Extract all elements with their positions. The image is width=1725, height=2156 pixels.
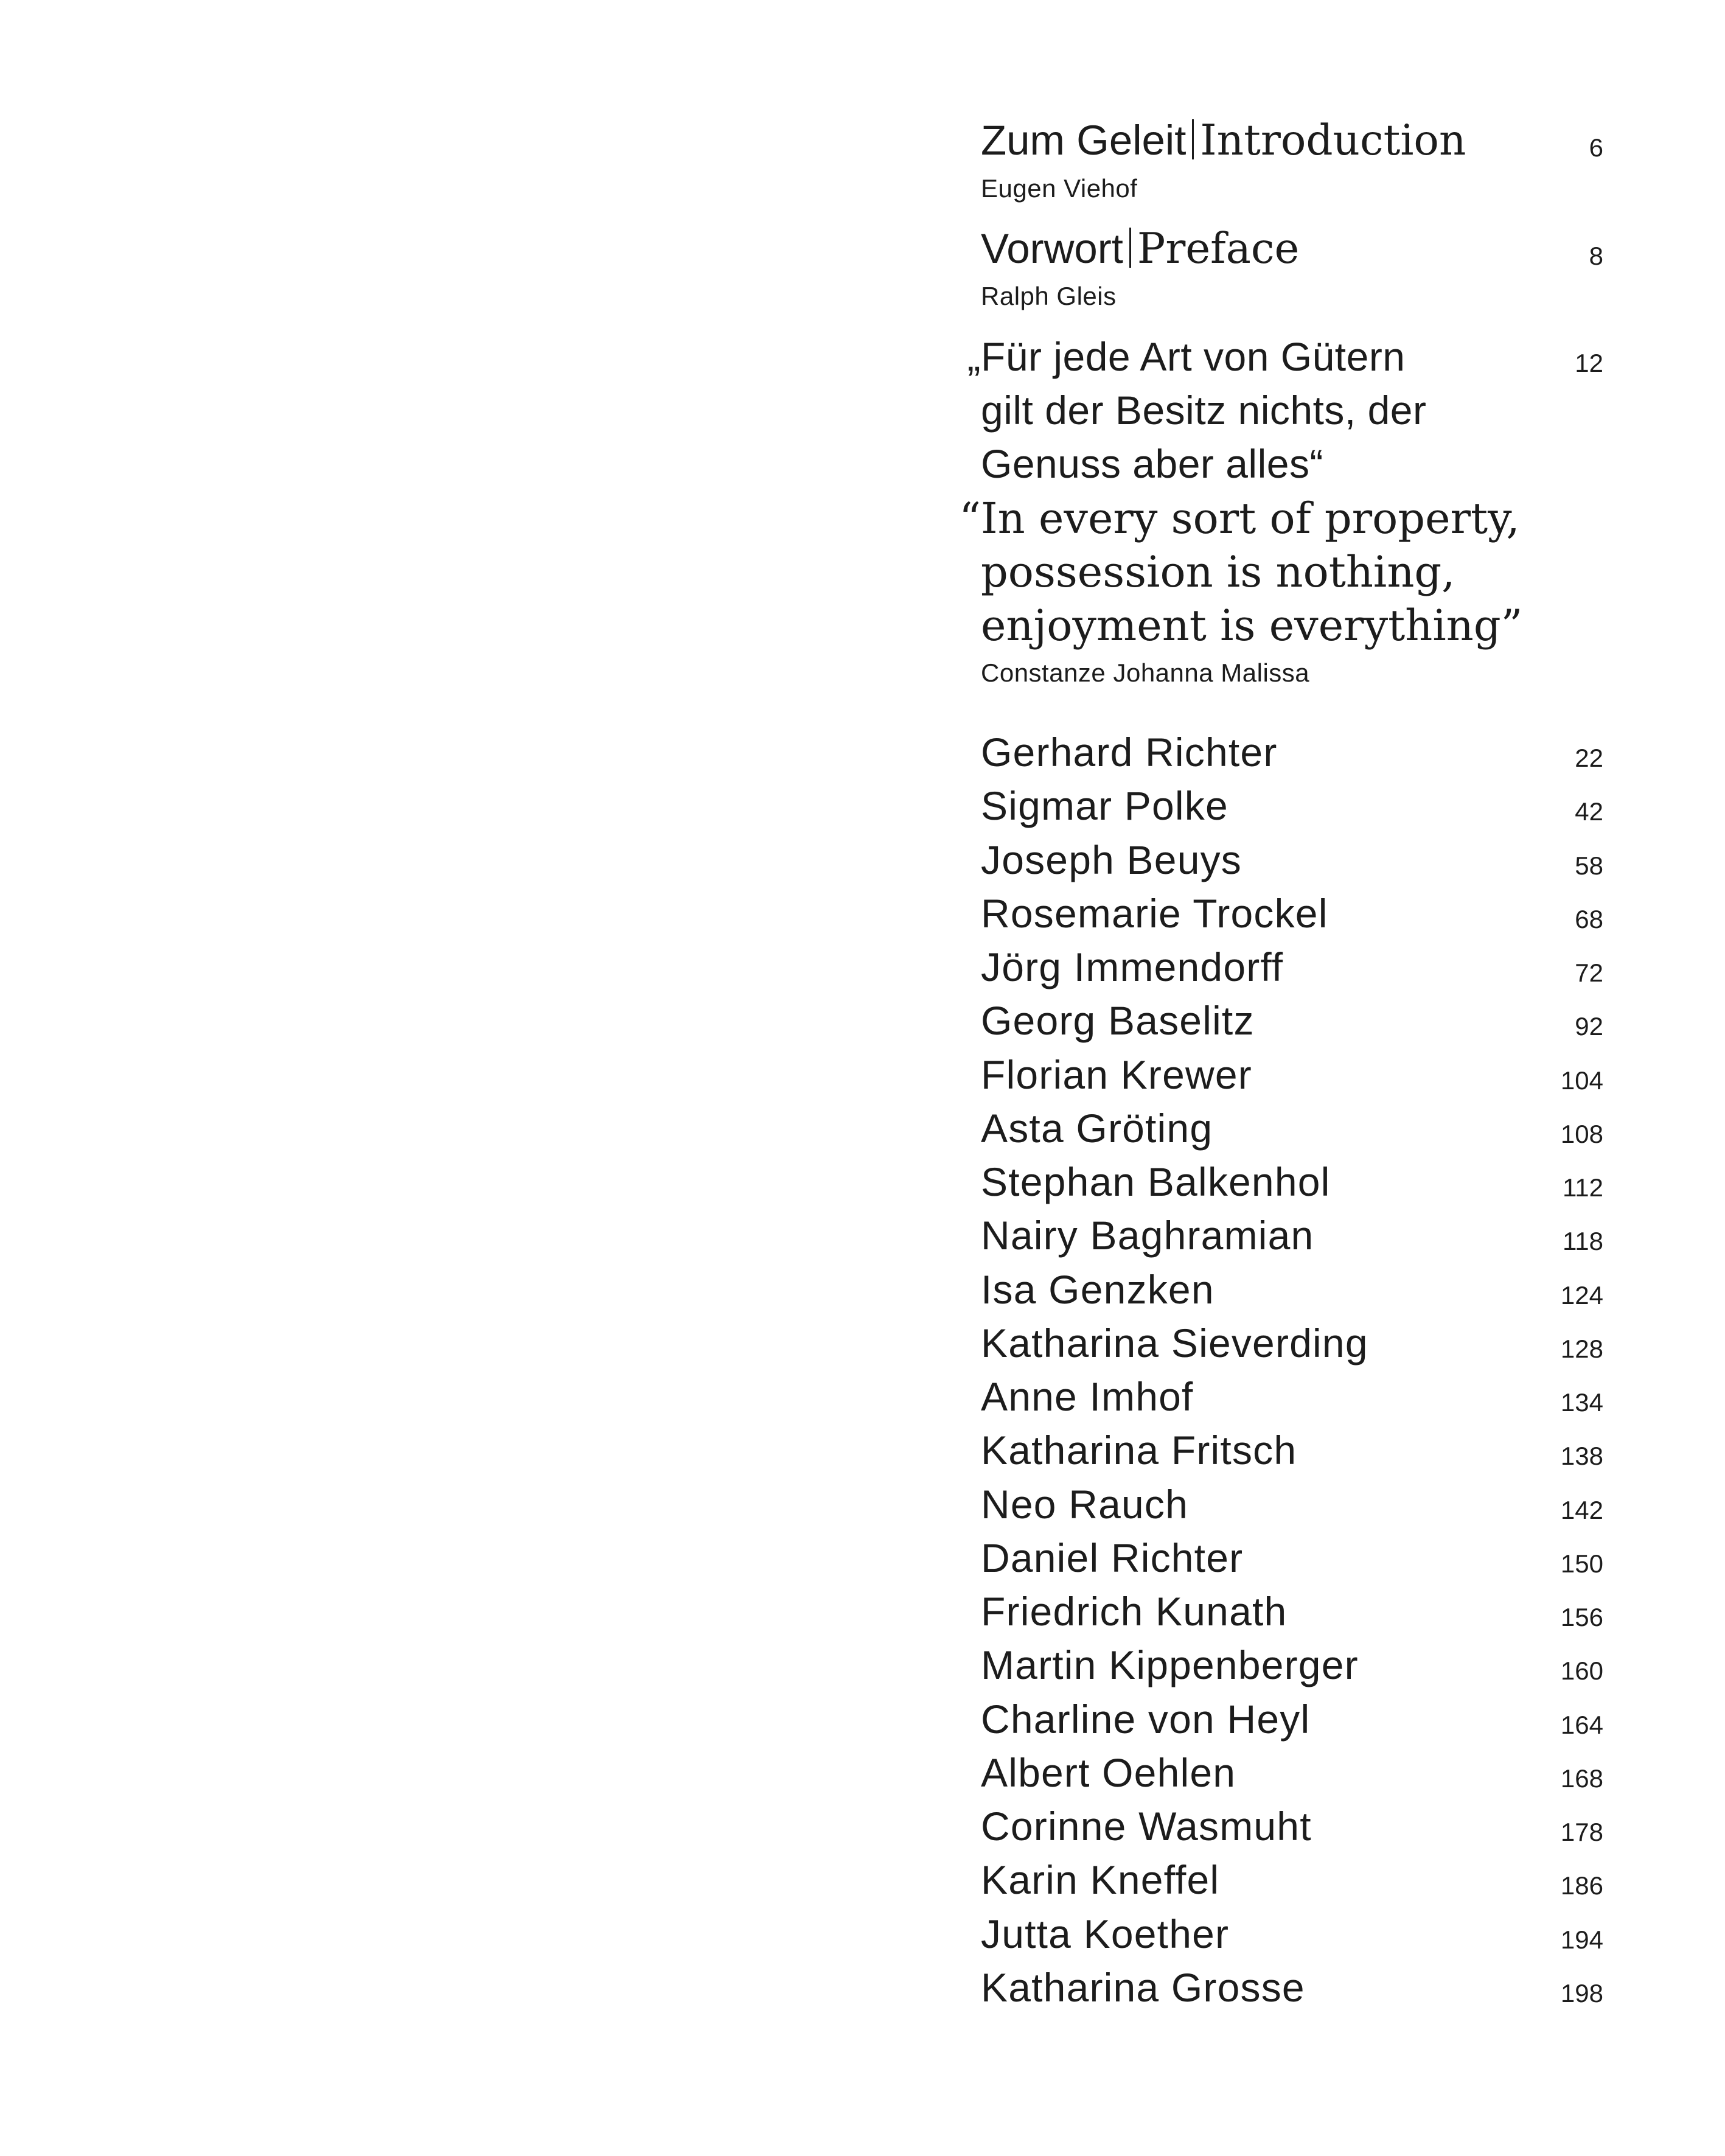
artist-page-number: 72 (1575, 958, 1603, 987)
artist-name[interactable]: Neo Rauch (981, 1482, 1188, 1527)
artist-name[interactable]: Jörg Immendorff (981, 944, 1284, 989)
essay-quote-en-line-2: possession is nothing, (981, 547, 1455, 597)
essay-quote-en-open: “ (959, 494, 981, 543)
artist-name[interactable]: Rosemarie Trockel (981, 891, 1328, 936)
intro-title-de: Zum Geleit (981, 117, 1187, 164)
artist-name[interactable]: Asta Gröting (981, 1106, 1213, 1151)
artist-name[interactable]: Charline von Heyl (981, 1697, 1311, 1742)
artist-name[interactable]: Karin Kneffel (981, 1857, 1220, 1902)
artist-name[interactable]: Sigmar Polke (981, 783, 1228, 828)
artist-page-number: 138 (1560, 1442, 1603, 1470)
artist-name[interactable]: Isa Genzken (981, 1267, 1214, 1312)
artist-name[interactable]: Georg Baselitz (981, 998, 1255, 1043)
preface-page-number: 8 (1589, 242, 1603, 270)
artist-name[interactable]: Friedrich Kunath (981, 1589, 1288, 1634)
essay-quote-de-line-3: Genuss aber alles“ (981, 441, 1323, 486)
artist-page-number: 68 (1575, 905, 1603, 933)
artist-name[interactable]: Martin Kippenberger (981, 1642, 1359, 1687)
intro-page-number: 6 (1589, 133, 1603, 162)
intro-title-en: Introduction (1200, 116, 1466, 165)
artist-page-number: 198 (1560, 1979, 1603, 2008)
artist-name[interactable]: Gerhard Richter (981, 730, 1278, 775)
artist-page-number: 160 (1560, 1656, 1603, 1685)
essay-quote-de-line-1[interactable]: „ Für jede Art von Gütern (967, 334, 1406, 379)
essay-author: Constanze Johanna Malissa (981, 658, 1310, 687)
artist-page-number: 186 (1560, 1871, 1603, 1900)
title-separator (1129, 228, 1131, 268)
artist-name[interactable]: Katharina Grosse (981, 1965, 1305, 2010)
artist-page-number: 104 (1560, 1066, 1603, 1095)
preface-author: Ralph Gleis (981, 282, 1117, 310)
artist-page-number: 42 (1575, 797, 1603, 826)
artist-name[interactable]: Albert Oehlen (981, 1750, 1236, 1795)
artist-page-number: 142 (1560, 1496, 1603, 1524)
artist-page-number: 150 (1560, 1549, 1603, 1578)
artist-page-number: 194 (1560, 1925, 1603, 1954)
artist-page-number: 134 (1560, 1388, 1603, 1417)
artist-name[interactable]: Katharina Sieverding (981, 1320, 1368, 1366)
artist-page-number: 108 (1560, 1120, 1603, 1148)
essay-quote-en-line-1: “ In every sort of property, (959, 494, 1520, 543)
artist-name[interactable]: Stephan Balkenhol (981, 1159, 1331, 1204)
essay-quote-de-line-2: gilt der Besitz nichts, der (981, 388, 1427, 433)
preface-title-de: Vorwort (981, 225, 1123, 272)
artist-name[interactable]: Anne Imhof (981, 1374, 1194, 1419)
artist-name[interactable]: Katharina Fritsch (981, 1428, 1297, 1473)
essay-quote-en-line-3: enjoyment is everything” (981, 601, 1523, 651)
artist-page-number: 22 (1575, 744, 1603, 772)
preface-title[interactable] (981, 225, 1300, 273)
artist-name[interactable]: Joseph Beuys (981, 837, 1242, 882)
artist-page-number: 118 (1563, 1227, 1603, 1255)
artist-name[interactable]: Florian Krewer (981, 1052, 1252, 1097)
artist-page-number: 112 (1563, 1173, 1603, 1202)
intro-author: Eugen Viehof (981, 174, 1138, 203)
artist-page-number: 124 (1560, 1281, 1603, 1310)
essay-quote-de-open: „ (967, 334, 981, 379)
essay-page-number: 12 (1575, 349, 1603, 377)
artist-page-number: 92 (1575, 1012, 1603, 1041)
artist-page-number: 58 (1575, 851, 1603, 880)
artist-name[interactable]: Corinne Wasmuht (981, 1804, 1312, 1849)
artist-page-number: 168 (1560, 1764, 1603, 1793)
artist-page-number: 156 (1560, 1603, 1603, 1631)
intro-title[interactable] (981, 116, 1466, 165)
artist-page-number: 178 (1560, 1818, 1603, 1846)
artist-name[interactable]: Jutta Koether (981, 1911, 1230, 1956)
artist-page-number: 164 (1560, 1711, 1603, 1739)
artist-name[interactable]: Daniel Richter (981, 1535, 1244, 1580)
artist-page-number: 128 (1560, 1334, 1603, 1363)
title-separator (1192, 119, 1194, 159)
artist-name[interactable]: Nairy Baghramian (981, 1213, 1314, 1258)
preface-title-en: Preface (1137, 225, 1300, 273)
